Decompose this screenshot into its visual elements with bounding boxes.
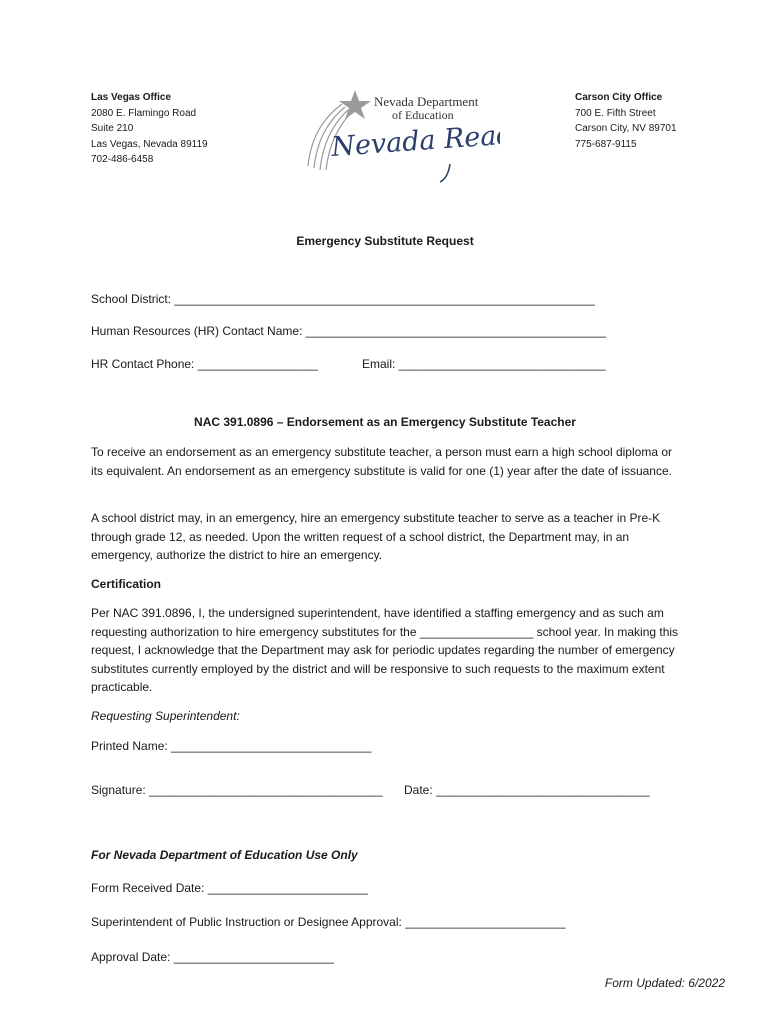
- certification-heading: Certification: [91, 577, 162, 591]
- signature-date-field[interactable]: Date: ________________________________: [404, 783, 650, 797]
- las-vegas-phone: 702-486-6458: [91, 154, 154, 165]
- form-received-date-field[interactable]: Form Received Date: ________________________: [91, 881, 368, 895]
- logo-dept-line1: Nevada Department: [374, 94, 479, 109]
- carson-city-city: Carson City, NV 89701: [575, 123, 677, 134]
- form-updated-footer: Form Updated: 6/2022: [604, 976, 725, 990]
- las-vegas-street: 2080 E. Flamingo Road: [91, 107, 197, 119]
- carson-city-office-heading: Carson City Office: [575, 92, 663, 103]
- carson-city-office-address: [575, 90, 677, 152]
- las-vegas-suite: Suite 210: [91, 123, 134, 134]
- las-vegas-office-address: [91, 90, 208, 168]
- requesting-superintendent-label: Requesting Superintendent:: [91, 709, 240, 723]
- approval-date-field[interactable]: Approval Date: ________________________: [91, 950, 334, 964]
- endorsement-paragraph: To receive an endorsement as an emergency substitute teacher, a person must earn a high school diploma or its equivalent. An endorsement as an emergency substitute is valid for one (1) year after the date of issuance.: [91, 445, 672, 478]
- form-title: Emergency Substitute Request: [296, 234, 474, 248]
- hr-contact-phone-field[interactable]: HR Contact Phone: __________________: [91, 357, 318, 371]
- logo-tagline: Nevada Ready!: [330, 117, 500, 163]
- las-vegas-city: Las Vegas, Nevada 89119: [91, 138, 208, 150]
- office-use-heading: For Nevada Department of Education Use Only: [91, 848, 358, 862]
- carson-city-street: 700 E. Fifth Street: [575, 107, 656, 119]
- las-vegas-office-heading: Las Vegas Office: [91, 92, 172, 103]
- nac-section-heading: NAC 391.0896 – Endorsement as an Emergency Substitute Teacher: [194, 415, 576, 429]
- carson-city-phone: 775-687-9115: [575, 138, 637, 150]
- printed-name-field[interactable]: Printed Name: ______________________________: [91, 739, 372, 753]
- certification-paragraph: Per NAC 391.0896, I, the undersigned superintendent, have identified a staffing emergency and as such am requesting authorization to hire emergency substitutes for the _________________ school year. In making this request, I acknowledge that the Department may ask for periodic updates regarding the number of emergency substitutes currently employed by the district and will be responsive to such requests to the maximum extent practicable.: [91, 606, 679, 694]
- hr-contact-name-field[interactable]: Human Resources (HR) Contact Name: _____________________________________________: [91, 324, 607, 338]
- school-district-field[interactable]: School District: _______________________________________________________________: [91, 292, 595, 306]
- school-district-paragraph: A school district may, in an emergency, hire an emergency substitute teacher to serve as a teacher in Pre-K through grade 12, as needed. Upon the written request of a school district, the Department may, in an emergency, authorize the district to hire an emergency.: [91, 511, 661, 562]
- nevada-ready-logo-graphic: [300, 86, 500, 186]
- designee-approval-field[interactable]: Superintendent of Public Instruction or Designee Approval: ________________________: [91, 915, 566, 929]
- email-field[interactable]: Email: _______________________________: [362, 357, 606, 371]
- nevada-department-of-education-logo: [300, 86, 500, 186]
- signature-field[interactable]: Signature: ___________________________________: [91, 783, 383, 797]
- logo-dept-line2: of Education: [392, 108, 454, 122]
